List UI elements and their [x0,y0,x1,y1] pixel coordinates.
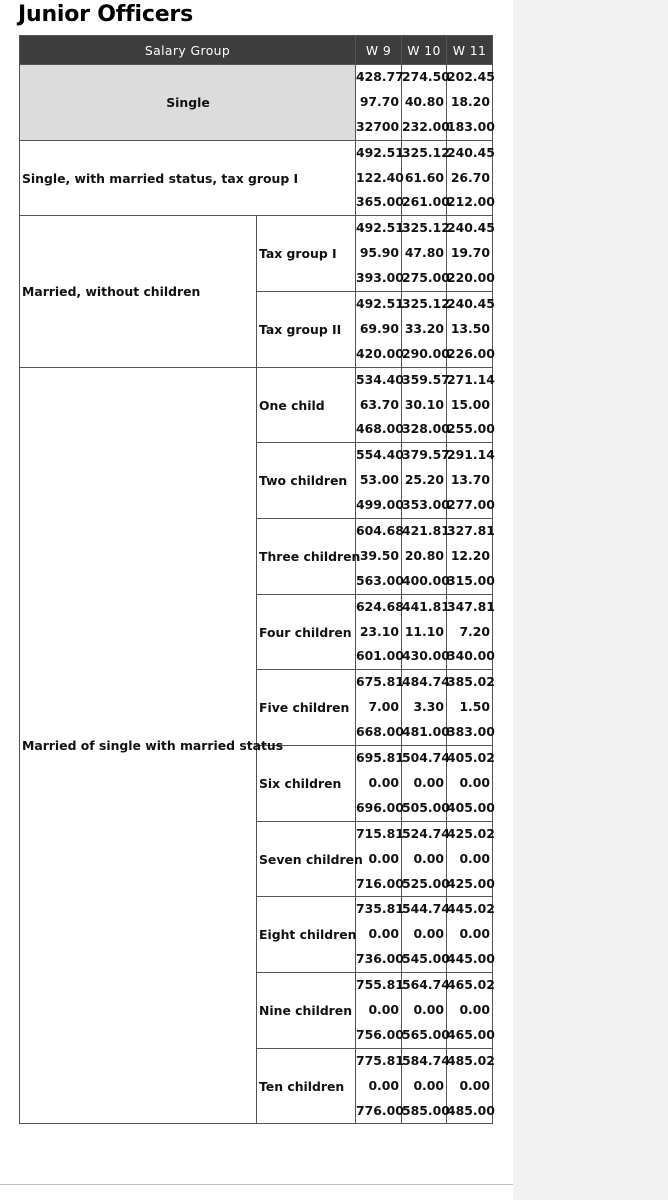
subgroup-cell: Ten children [257,1048,356,1124]
value-w10-line-2: 33.20 [404,320,445,336]
value-cell-w11 [447,670,493,746]
value-cell-w11 [447,973,493,1049]
value-w11-line-3: 315.00 [447,572,495,588]
value-cell-w9 [356,670,402,746]
value-w9-line-1: 492.51 [356,296,404,312]
value-stack [402,141,450,216]
value-stack [356,65,404,140]
value-stack [447,595,495,670]
value-w9-line-3: 696.00 [356,799,404,815]
value-w11-line-2: 19.70 [450,245,491,261]
value-w10-line-2: 40.80 [404,93,445,109]
value-w10-line-2: 0.00 [413,1077,445,1093]
value-w11-line-3: 425.00 [447,875,495,891]
value-stack [356,1049,404,1124]
value-w9-line-3: 736.00 [356,951,404,967]
value-cell-w9 [356,897,402,973]
table-row [20,65,493,141]
value-w10-line-2: 0.00 [413,774,445,790]
value-w10-line-1: 441.81 [402,598,450,614]
value-w10-line-3: 353.00 [402,497,450,513]
header-w9: W 9 [356,36,402,65]
value-w10-line-2: 20.80 [404,547,445,563]
value-w11-line-1: 445.02 [447,901,495,917]
value-stack [447,746,495,821]
value-stack [356,595,404,670]
value-w9-line-2: 63.70 [359,396,400,412]
value-w10-line-3: 400.00 [402,572,450,588]
value-w9-line-2: 7.00 [368,699,400,715]
value-cell-w11 [447,216,493,292]
subgroup-cell: Four children [257,594,356,670]
value-w10-line-2: 0.00 [413,850,445,866]
table-row [20,216,493,292]
value-cell-w11 [447,65,493,141]
value-cell-w10 [402,443,450,519]
value-w11-line-1: 327.81 [447,523,495,539]
value-stack [402,65,450,140]
value-cell-w10 [402,670,450,746]
value-w9-line-2: 95.90 [359,245,400,261]
value-w11-line-3: 183.00 [447,118,495,134]
value-cell-w11 [447,443,493,519]
salary-table [19,35,493,1124]
value-w11-line-1: 240.45 [447,296,495,312]
value-w10-line-3: 290.00 [402,345,450,361]
value-w11-line-2: 26.70 [450,169,491,185]
subgroup-cell: Five children [257,670,356,746]
value-w11-line-1: 202.45 [447,69,495,84]
value-w10-line-3: 232.00 [402,118,450,134]
value-w9-line-2: 0.00 [368,1001,400,1017]
value-w11-line-3: 255.00 [447,421,495,437]
value-cell-w10 [402,519,450,595]
value-stack [356,216,404,291]
value-cell-w9 [356,216,402,292]
value-w10-line-1: 325.12 [402,296,450,312]
value-w10-line-1: 359.57 [402,371,450,387]
value-stack [402,670,450,745]
value-stack [356,897,404,972]
value-w10-line-1: 504.74 [402,750,450,766]
value-w9-line-3: 393.00 [356,270,404,286]
value-w9-line-3: 468.00 [356,421,404,437]
value-w9-line-3: 668.00 [356,724,404,740]
value-cell-w9 [356,1048,402,1124]
value-w11-line-2: 0.00 [459,774,491,790]
value-w11-line-2: 13.50 [450,320,491,336]
value-w11-line-3: 465.00 [447,1026,495,1042]
category-cell: Married, without children [20,216,257,367]
value-cell-w9 [356,292,402,368]
value-w11-line-2: 0.00 [459,1077,491,1093]
value-stack [447,822,495,897]
value-w9-line-1: 604.68 [356,523,404,539]
subgroup-cell: One child [257,367,356,443]
value-stack [447,65,495,140]
value-stack [356,368,404,443]
value-w11-line-1: 405.02 [447,750,495,766]
value-w9-line-3: 601.00 [356,648,404,664]
value-stack [402,443,450,518]
value-w9-line-1: 624.68 [356,598,404,614]
value-w10-line-2: 3.30 [413,699,445,715]
value-stack [447,368,495,443]
value-stack [447,897,495,972]
value-cell-w11 [447,821,493,897]
value-stack [402,216,450,291]
value-cell-w11 [447,367,493,443]
value-w11-line-1: 347.81 [447,598,495,614]
value-w11-line-3: 277.00 [447,497,495,513]
value-stack [402,292,450,367]
page-title: Junior Officers [18,2,193,27]
value-cell-w11 [447,1048,493,1124]
value-cell-w10 [402,897,450,973]
value-w9-line-1: 755.81 [356,977,404,993]
subgroup-cell: Three children [257,519,356,595]
value-w11-line-1: 271.14 [447,371,495,387]
value-w9-line-2: 122.40 [356,169,404,185]
value-cell-w10 [402,821,450,897]
value-w10-line-1: 584.74 [402,1052,450,1068]
value-w11-line-3: 383.00 [447,724,495,740]
value-cell-w10 [402,367,450,443]
value-w9-line-3: 716.00 [356,875,404,891]
value-w10-line-2: 47.80 [404,245,445,261]
value-w10-line-3: 505.00 [402,799,450,815]
value-w10-line-1: 544.74 [402,901,450,917]
value-cell-w10 [402,746,450,822]
value-w11-line-2: 12.20 [450,547,491,563]
subgroup-cell: Six children [257,746,356,822]
value-w11-line-1: 465.02 [447,977,495,993]
value-stack [356,292,404,367]
value-stack [402,595,450,670]
header-w10: W 10 [402,36,447,65]
value-stack [402,746,450,821]
value-w11-line-1: 240.45 [447,144,495,160]
value-w9-line-3: 365.00 [356,194,404,210]
value-w11-line-1: 291.14 [447,447,495,463]
table-body [20,65,493,1124]
value-w10-line-1: 325.12 [402,220,450,236]
value-stack [356,670,404,745]
value-cell-w9 [356,65,402,141]
value-w10-line-2: 61.60 [404,169,445,185]
value-cell-w9 [356,443,402,519]
value-w10-line-3: 525.00 [402,875,450,891]
value-w11-line-2: 0.00 [459,850,491,866]
value-w10-line-1: 524.74 [402,825,450,841]
value-w9-line-3: 32700 [356,118,400,134]
table-header-row [20,36,493,65]
value-cell-w9 [356,367,402,443]
value-w10-line-1: 564.74 [402,977,450,993]
value-w11-line-2: 0.00 [459,1001,491,1017]
value-w11-line-2: 18.20 [450,93,491,109]
value-w9-line-1: 534.40 [356,371,404,387]
category-cell: Single [20,65,356,141]
bottom-divider [0,1184,513,1185]
value-cell-w9 [356,746,402,822]
value-w10-line-1: 379.57 [402,447,450,463]
subgroup-cell: Tax group II [257,292,356,368]
value-w11-line-3: 226.00 [447,345,495,361]
value-w10-line-3: 430.00 [402,648,450,664]
value-w10-line-2: 30.10 [404,396,445,412]
value-cell-w10 [402,65,450,141]
value-w11-line-1: 425.02 [447,825,495,841]
value-w10-line-1: 421.81 [402,523,450,539]
value-w11-line-3: 485.00 [447,1102,495,1118]
value-cell-w11 [447,292,493,368]
value-stack [356,746,404,821]
value-cell-w10 [402,973,450,1049]
value-w11-line-3: 405.00 [447,799,495,815]
value-stack [447,670,495,745]
value-cell-w9 [356,594,402,670]
value-stack [402,973,450,1048]
value-cell-w10 [402,140,450,216]
value-w9-line-2: 0.00 [368,850,400,866]
value-stack [356,973,404,1048]
value-w9-line-2: 53.00 [359,472,400,488]
value-stack [447,1049,495,1124]
value-w10-line-1: 274.50 [402,69,450,84]
value-stack [447,519,495,594]
value-w9-line-1: 492.51 [356,220,404,236]
value-w10-line-2: 11.10 [404,623,445,639]
subgroup-cell: Tax group I [257,216,356,292]
value-w11-line-3: 220.00 [447,270,495,286]
value-w11-line-3: 445.00 [447,951,495,967]
value-stack [447,216,495,291]
value-w9-line-2: 0.00 [368,774,400,790]
value-cell-w11 [447,897,493,973]
value-stack [447,443,495,518]
value-w10-line-2: 0.00 [413,926,445,942]
value-w11-line-2: 13.70 [450,472,491,488]
value-w9-line-2: 23.10 [359,623,400,639]
value-stack [447,292,495,367]
value-w11-line-3: 340.00 [447,648,495,664]
value-stack [402,368,450,443]
value-w9-line-2: 0.00 [368,1077,400,1093]
value-w9-line-3: 776.00 [356,1102,404,1118]
value-w9-line-1: 715.81 [356,825,404,841]
value-cell-w11 [447,594,493,670]
value-cell-w10 [402,292,450,368]
value-w9-line-2: 97.70 [359,93,400,109]
value-w9-line-1: 492.51 [356,144,404,160]
value-w9-line-1: 675.81 [356,674,404,690]
value-w11-line-2: 1.50 [459,699,491,715]
value-w11-line-3: 212.00 [447,194,495,210]
value-cell-w9 [356,519,402,595]
value-stack [356,519,404,594]
value-w9-line-3: 563.00 [356,572,404,588]
value-w10-line-3: 261.00 [402,194,450,210]
header-salary-group: Salary Group [20,36,356,65]
value-cell-w11 [447,140,493,216]
value-w10-line-2: 0.00 [413,1001,445,1017]
value-w9-line-1: 428.77 [356,69,404,84]
value-stack [356,141,404,216]
value-cell-w9 [356,140,402,216]
value-stack [402,897,450,972]
subgroup-cell: Nine children [257,973,356,1049]
value-cell-w11 [447,519,493,595]
subgroup-cell: Seven children [257,821,356,897]
value-w9-line-2: 39.50 [359,547,400,563]
value-stack [447,973,495,1048]
subgroup-cell: Eight children [257,897,356,973]
value-w9-line-2: 0.00 [368,926,400,942]
value-w10-line-3: 481.00 [402,724,450,740]
value-w11-line-1: 485.02 [447,1052,495,1068]
value-w9-line-3: 499.00 [356,497,404,513]
value-w11-line-1: 240.45 [447,220,495,236]
value-w9-line-3: 420.00 [356,345,404,361]
value-cell-w11 [447,746,493,822]
table-row [20,140,493,216]
value-w9-line-1: 554.40 [356,447,404,463]
value-w11-line-2: 0.00 [459,926,491,942]
value-stack [402,1049,450,1124]
subgroup-cell: Two children [257,443,356,519]
value-w9-line-3: 756.00 [356,1026,404,1042]
header-w11: W 11 [447,36,493,65]
value-w10-line-2: 25.20 [404,472,445,488]
category-cell: Married of single with married status [20,367,257,1124]
value-w9-line-2: 69.90 [359,320,400,336]
table-row [20,367,493,443]
value-w9-line-1: 695.81 [356,750,404,766]
value-w10-line-3: 585.00 [402,1102,450,1118]
value-w10-line-1: 325.12 [402,144,450,160]
value-w11-line-1: 385.02 [447,674,495,690]
value-w10-line-3: 328.00 [402,421,450,437]
value-stack [402,822,450,897]
value-w9-line-1: 735.81 [356,901,404,917]
value-w10-line-3: 565.00 [402,1026,450,1042]
value-w11-line-2: 7.20 [459,623,491,639]
value-w10-line-3: 545.00 [402,951,450,967]
value-cell-w10 [402,594,450,670]
value-w9-line-1: 775.81 [356,1052,404,1068]
value-cell-w10 [402,1048,450,1124]
value-w10-line-3: 275.00 [402,270,450,286]
value-w10-line-1: 484.74 [402,674,450,690]
value-w11-line-2: 15.00 [450,396,491,412]
value-stack [447,141,495,216]
value-stack [356,443,404,518]
value-stack [402,519,450,594]
value-cell-w9 [356,973,402,1049]
category-cell: Single, with married status, tax group I [20,140,356,216]
value-cell-w10 [402,216,450,292]
